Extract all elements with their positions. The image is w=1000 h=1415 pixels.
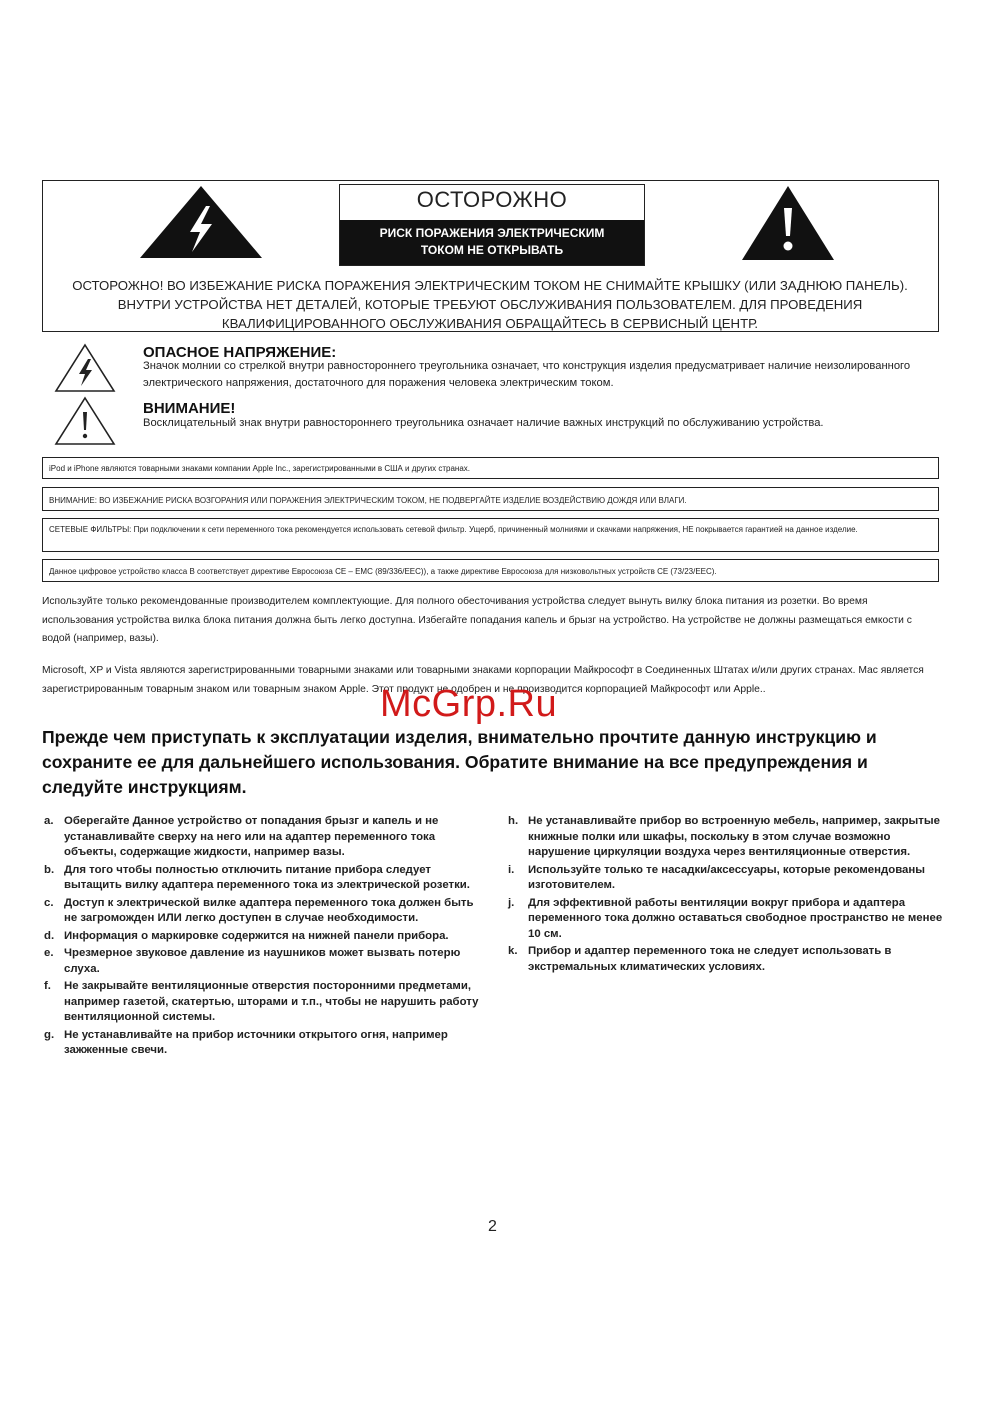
notice-trademark-apple: iPod и iPhone являются товарными знаками компании Apple Inc., зарегистрированными в США и других странах. bbox=[42, 457, 939, 479]
caution-warning-text: ОСТОРОЖНО! ВО ИЗБЕЖАНИЕ РИСКА ПОРАЖЕНИЯ ЭЛЕКТРИЧЕСКИМ ТОКОМ НЕ СНИМАЙТЕ КРЫШКУ (ИЛИ ЗАДНЮЮ ПАНЕЛЬ). ВНУТРИ УСТРОЙСТВА НЕТ ДЕТАЛЕЙ, КОТОРЫЕ ТРЕБУЮТ ОБСЛУЖИВАНИЯ ПОЛЬЗОВАТЕЛЕМ. ДЛЯ ПРОВЕДЕНИЯ КВАЛИФИЦИРОВАННОГО ОБСЛУЖИВАНИЯ ОБРАЩАЙТЕСЬ В СЕРВИСНЫЙ ЦЕНТР. bbox=[72, 278, 908, 331]
caution-band-line2: ТОКОМ НЕ ОТКРЫВАТЬ bbox=[420, 243, 564, 257]
attention-title: ВНИМАНИЕ! bbox=[143, 400, 236, 417]
attention-text: Восклицательный знак внутри равностороннего треугольника означает наличие важных инструкций по обслуживанию устройства. bbox=[143, 417, 824, 429]
list-item: j. Для эффективной работы вентиляции вокруг прибора и адаптера переменного тока должно оставаться свободное пространство не менее 10 см. bbox=[508, 896, 943, 940]
list-item: g. Не устанавливайте на прибор источники открытого огня, например зажженные свечи. bbox=[44, 1028, 448, 1056]
caution-band-line1: РИСК ПОРАЖЕНИЯ ЭЛЕКТРИЧЕСКИМ bbox=[379, 226, 605, 240]
notice-surge-protectors: СЕТЕВЫЕ ФИЛЬТРЫ: При подключении к сети переменного тока рекомендуется использовать сетевой фильтр. Ущерб, причиненный молниями и скачками напряжения, НЕ покрывается гарантией на данное изделие. bbox=[42, 518, 939, 552]
voltage-title: ОПАСНОЕ НАПРЯЖЕНИЕ: bbox=[143, 344, 337, 361]
accessories-paragraph: Используйте только рекомендованные производителем комплектующие. Для полного обесточивания устройства следует вынуть вилку блока питания из розетки. Во время использования устройства вилка блока питания должна быть легко доступна. Избегайте попадания капель и брызг на устройство. На устройстве не должны размещаться емкости с водой (например, вазы). bbox=[42, 596, 912, 644]
lightning-warning-icon bbox=[138, 184, 264, 260]
list-item: c. Доступ к электрической вилке адаптера переменного тока должен быть не загроможден ИЛИ легко доступен в случае необходимости. bbox=[44, 896, 474, 924]
list-item: a. Оберегайте Данное устройство от попадания брызг и капель и не устанавливайте сверху на него или на адаптер переменного тока объекты, содержащие жидкости, например вазы. bbox=[44, 815, 439, 858]
caution-band bbox=[340, 220, 644, 265]
trademark-paragraph: Microsoft, XP и Vista являются зарегистрированными товарными знаками или товарными знаками корпорации Майкрософт в Соединенных Штатах и/или других странах. Mac является зарегистрированным товарным знаком или товарным знаком Apple. Этот продукт не одобрен и не производится корпорацией Майкрософт или Apple.. bbox=[42, 665, 924, 695]
instructions-left-list bbox=[44, 814, 484, 1061]
exclamation-symbol-icon bbox=[54, 396, 116, 446]
list-item: h. Не устанавливайте прибор во встроенную мебель, например, закрытые книжные полки или шкафы, поскольку в этом случае возможно нарушение циркуляции воздуха через вентиляционные отверстия. bbox=[508, 815, 940, 858]
lightning-symbol-icon bbox=[54, 343, 116, 393]
read-before-use-heading: Прежде чем приступать к эксплуатации изделия, внимательно прочтите данную инструкцию и сохраните ее для дальнейшего использования. Обратите внимание на все предупреждения и следуйте инструкциям. bbox=[42, 727, 877, 797]
list-item: b. Для того чтобы полностью отключить питание прибора следует вытащить вилку адаптера переменного тока из электрической розетки. bbox=[44, 863, 470, 891]
page-number: 2 bbox=[488, 1218, 497, 1235]
list-item: d. Информация о маркировке содержится на нижней панели прибора. bbox=[44, 929, 449, 942]
list-item: f. Не закрывайте вентиляционные отверстия посторонними предметами, например газетой, скатертью, шторами и т.п., чтобы не нарушить работу вентиляционной системы. bbox=[44, 980, 479, 1023]
voltage-text: Значок молнии со стрелкой внутри равностороннего треугольника означает, что конструкция изделия предусматривает наличие неизолированного электрического напряжения, достаточного для поражения человека электрическим током. bbox=[143, 360, 911, 389]
caution-title: ОСТОРОЖНО bbox=[416, 187, 568, 212]
notice-ce-compliance: Данное цифровое устройство класса B соответствует директиве Евросоюза CE – EMC (89/336/EEC)), а также директиве Евросоюза для низковольтных устройств CE (73/23/EEC). bbox=[42, 559, 939, 582]
exclamation-warning-icon bbox=[740, 184, 836, 262]
caution-header bbox=[339, 184, 645, 266]
watermark-logo: McGrp.Ru bbox=[380, 683, 558, 725]
list-item: k. Прибор и адаптер переменного тока не следует использовать в экстремальных климатических условиях. bbox=[508, 945, 892, 973]
notice-moisture-warning: ВНИМАНИЕ: ВО ИЗБЕЖАНИЕ РИСКА ВОЗГОРАНИЯ ИЛИ ПОРАЖЕНИЯ ЭЛЕКТРИЧЕСКИМ ТОКОМ, НЕ ПОДВЕРГАЙТЕ ИЗДЕЛИЕ ВОЗДЕЙСТВИЮ ДОЖДЯ ИЛИ ВЛАГИ. bbox=[42, 487, 939, 511]
instructions-right-list bbox=[508, 814, 948, 977]
list-item: e. Чрезмерное звуковое давление из наушников может вызвать потерю слуха. bbox=[44, 947, 461, 975]
list-item: i. Используйте только те насадки/аксессуары, которые рекомендованы изготовителем. bbox=[508, 863, 926, 891]
